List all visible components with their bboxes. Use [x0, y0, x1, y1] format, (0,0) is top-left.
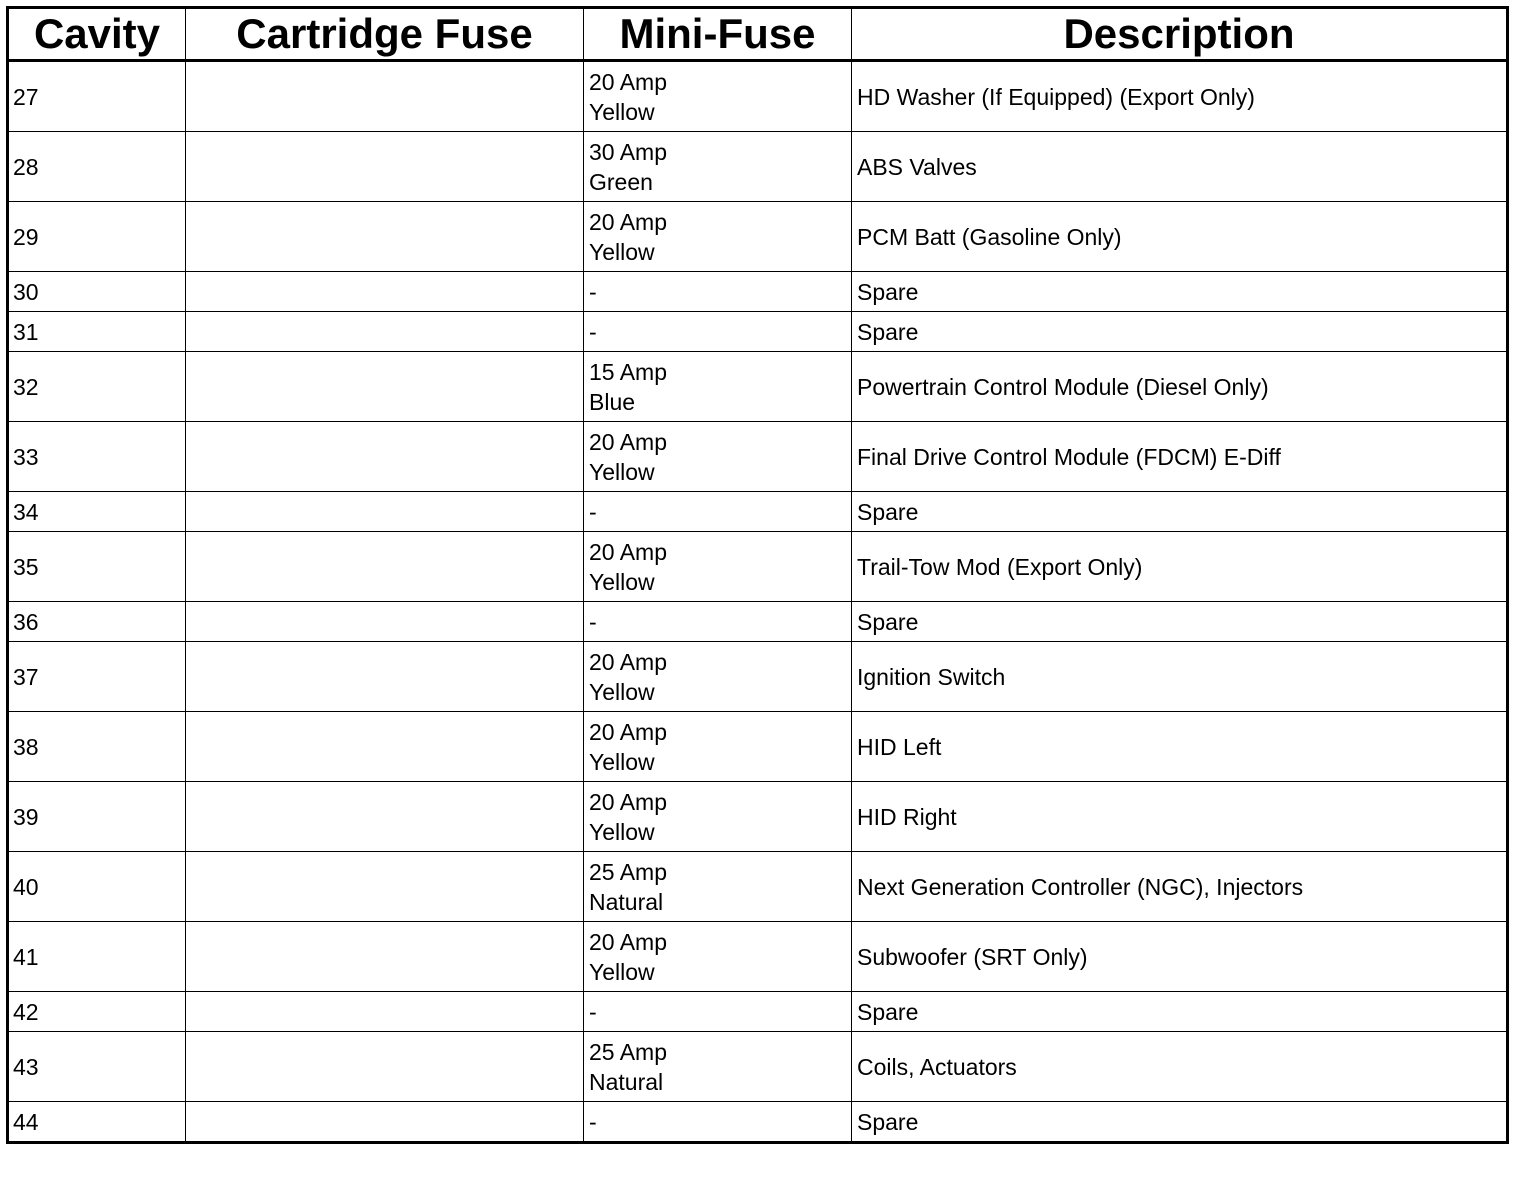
description-cell: Spare	[852, 312, 1508, 352]
mini-fuse-color: Natural	[589, 888, 664, 915]
table-row	[8, 132, 1508, 202]
mini-fuse-color: Yellow	[589, 958, 655, 985]
mini-fuse-cell	[584, 1102, 852, 1143]
cartridge-fuse-cell	[186, 922, 584, 992]
cavity-cell: 41	[8, 922, 186, 992]
mini-fuse-color: Green	[589, 168, 653, 195]
description-cell: HD Washer (If Equipped) (Export Only)	[852, 61, 1508, 132]
cartridge-fuse-cell	[186, 1102, 584, 1143]
mini-fuse-amp: -	[589, 498, 597, 525]
cavity-cell: 34	[8, 492, 186, 532]
description-cell: Spare	[852, 492, 1508, 532]
description-cell: Spare	[852, 1102, 1508, 1143]
cavity-cell: 31	[8, 312, 186, 352]
table-row	[8, 602, 1508, 642]
mini-fuse-amp: 20 Amp	[589, 428, 667, 455]
table-row	[8, 312, 1508, 352]
mini-fuse-cell	[584, 922, 852, 992]
table-row	[8, 782, 1508, 852]
table-row	[8, 422, 1508, 492]
mini-fuse-amp: -	[589, 1108, 597, 1135]
cavity-cell: 27	[8, 61, 186, 132]
description-cell: Next Generation Controller (NGC), Injectors	[852, 852, 1508, 922]
cartridge-fuse-cell	[186, 202, 584, 272]
mini-fuse-cell	[584, 532, 852, 602]
fuse-table	[6, 6, 1509, 1144]
description-cell: Trail-Tow Mod (Export Only)	[852, 532, 1508, 602]
mini-fuse-cell	[584, 202, 852, 272]
cartridge-fuse-cell	[186, 132, 584, 202]
cavity-cell: 29	[8, 202, 186, 272]
cavity-cell: 40	[8, 852, 186, 922]
table-row	[8, 532, 1508, 602]
cartridge-fuse-cell	[186, 1032, 584, 1102]
cartridge-fuse-cell	[186, 782, 584, 852]
mini-fuse-amp: 20 Amp	[589, 208, 667, 235]
cavity-cell: 28	[8, 132, 186, 202]
mini-fuse-amp: 20 Amp	[589, 788, 667, 815]
mini-fuse-amp: 20 Amp	[589, 648, 667, 675]
description-cell: Powertrain Control Module (Diesel Only)	[852, 352, 1508, 422]
cavity-cell: 36	[8, 602, 186, 642]
cartridge-fuse-cell	[186, 642, 584, 712]
cavity-cell: 39	[8, 782, 186, 852]
header-cartridge-fuse: Cartridge Fuse	[186, 8, 584, 61]
mini-fuse-amp: 25 Amp	[589, 858, 667, 885]
mini-fuse-cell	[584, 312, 852, 352]
mini-fuse-amp: 20 Amp	[589, 68, 667, 95]
description-cell: Spare	[852, 992, 1508, 1032]
description-cell: PCM Batt (Gasoline Only)	[852, 202, 1508, 272]
header-cavity: Cavity	[8, 8, 186, 61]
table-row	[8, 642, 1508, 712]
cartridge-fuse-cell	[186, 312, 584, 352]
description-cell: Coils, Actuators	[852, 1032, 1508, 1102]
mini-fuse-color: Natural	[589, 1068, 664, 1095]
cartridge-fuse-cell	[186, 492, 584, 532]
cartridge-fuse-cell	[186, 61, 584, 132]
mini-fuse-cell	[584, 61, 852, 132]
description-cell: Spare	[852, 272, 1508, 312]
cartridge-fuse-cell	[186, 602, 584, 642]
cartridge-fuse-cell	[186, 422, 584, 492]
cartridge-fuse-cell	[186, 352, 584, 422]
description-cell: Spare	[852, 602, 1508, 642]
mini-fuse-cell	[584, 352, 852, 422]
mini-fuse-amp: -	[589, 318, 597, 345]
mini-fuse-amp: 20 Amp	[589, 718, 667, 745]
cavity-cell: 32	[8, 352, 186, 422]
header-row	[8, 8, 1508, 61]
description-cell: Final Drive Control Module (FDCM) E-Diff	[852, 422, 1508, 492]
table-row	[8, 202, 1508, 272]
cavity-cell: 44	[8, 1102, 186, 1143]
cartridge-fuse-cell	[186, 852, 584, 922]
mini-fuse-cell	[584, 852, 852, 922]
table-row	[8, 1102, 1508, 1143]
mini-fuse-color: Yellow	[589, 568, 655, 595]
cartridge-fuse-cell	[186, 272, 584, 312]
mini-fuse-cell	[584, 992, 852, 1032]
mini-fuse-amp: 30 Amp	[589, 138, 667, 165]
mini-fuse-color: Yellow	[589, 818, 655, 845]
cavity-cell: 35	[8, 532, 186, 602]
mini-fuse-color: Yellow	[589, 678, 655, 705]
cavity-cell: 37	[8, 642, 186, 712]
header-description: Description	[852, 8, 1508, 61]
mini-fuse-color: Yellow	[589, 238, 655, 265]
mini-fuse-cell	[584, 642, 852, 712]
cartridge-fuse-cell	[186, 712, 584, 782]
mini-fuse-cell	[584, 132, 852, 202]
cavity-cell: 30	[8, 272, 186, 312]
description-cell: Ignition Switch	[852, 642, 1508, 712]
mini-fuse-color: Yellow	[589, 748, 655, 775]
table-row	[8, 272, 1508, 312]
cavity-cell: 43	[8, 1032, 186, 1102]
mini-fuse-cell	[584, 422, 852, 492]
mini-fuse-color: Blue	[589, 388, 636, 415]
table-row	[8, 922, 1508, 992]
cavity-cell: 42	[8, 992, 186, 1032]
table-row	[8, 852, 1508, 922]
mini-fuse-cell	[584, 782, 852, 852]
description-cell: HID Left	[852, 712, 1508, 782]
mini-fuse-cell	[584, 272, 852, 312]
mini-fuse-amp: 20 Amp	[589, 928, 667, 955]
table-row	[8, 352, 1508, 422]
mini-fuse-cell	[584, 602, 852, 642]
description-cell: HID Right	[852, 782, 1508, 852]
table-row	[8, 492, 1508, 532]
table-row	[8, 712, 1508, 782]
cavity-cell: 33	[8, 422, 186, 492]
mini-fuse-cell	[584, 492, 852, 532]
mini-fuse-amp: -	[589, 998, 597, 1025]
mini-fuse-amp: 15 Amp	[589, 358, 667, 385]
table-row	[8, 61, 1508, 132]
mini-fuse-color: Yellow	[589, 458, 655, 485]
cartridge-fuse-cell	[186, 532, 584, 602]
table-row	[8, 992, 1508, 1032]
table-row	[8, 1032, 1508, 1102]
mini-fuse-cell	[584, 712, 852, 782]
mini-fuse-amp: 25 Amp	[589, 1038, 667, 1065]
header-mini-fuse: Mini-Fuse	[584, 8, 852, 61]
table-body	[8, 61, 1508, 1143]
cartridge-fuse-cell	[186, 992, 584, 1032]
mini-fuse-amp: -	[589, 608, 597, 635]
mini-fuse-amp: 20 Amp	[589, 538, 667, 565]
description-cell: ABS Valves	[852, 132, 1508, 202]
mini-fuse-color: Yellow	[589, 98, 655, 125]
cavity-cell: 38	[8, 712, 186, 782]
mini-fuse-amp: -	[589, 278, 597, 305]
mini-fuse-cell	[584, 1032, 852, 1102]
description-cell: Subwoofer (SRT Only)	[852, 922, 1508, 992]
